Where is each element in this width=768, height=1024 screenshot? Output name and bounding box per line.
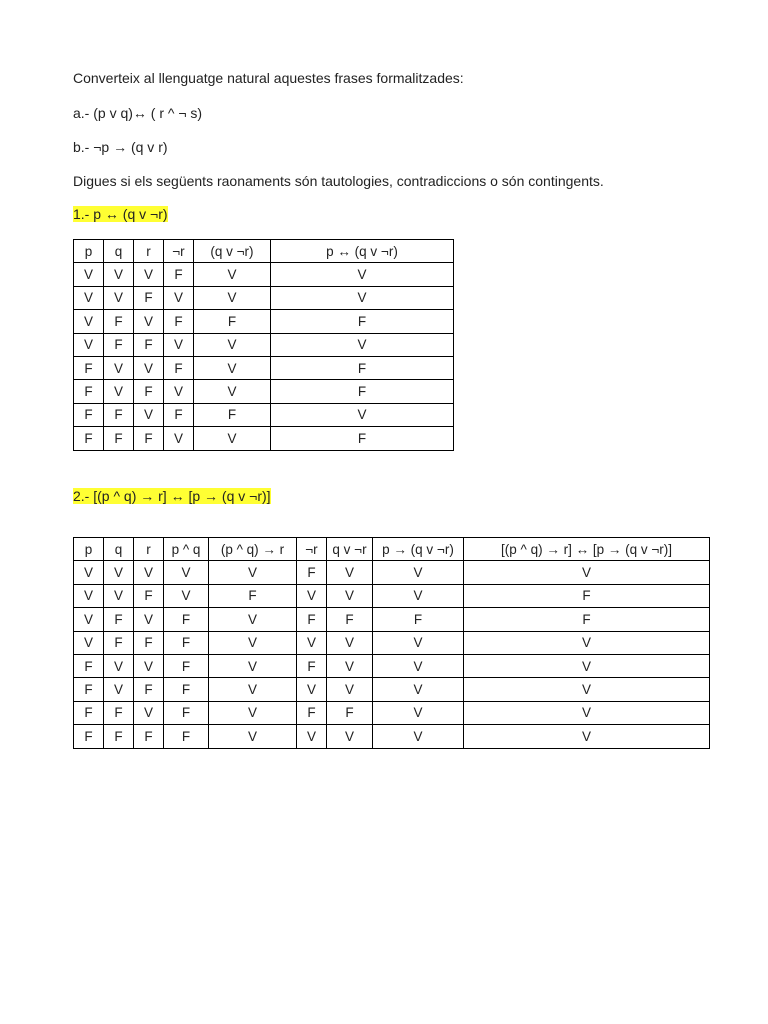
table-cell: V: [104, 286, 134, 309]
header-cell: r: [134, 240, 164, 263]
truth-table-1: [73, 239, 454, 451]
table-cell: F: [134, 725, 164, 748]
table-row: [74, 356, 454, 379]
table-cell: V: [74, 608, 104, 631]
truth-table-2: [73, 537, 710, 749]
table-cell: V: [327, 631, 373, 654]
table-cell: F: [134, 584, 164, 607]
table-cell: F: [297, 561, 327, 584]
table-cell: F: [271, 427, 454, 450]
table-header-row: [74, 538, 710, 561]
header-cell: q: [104, 240, 134, 263]
table-cell: V: [209, 678, 297, 701]
table-cell: V: [373, 654, 464, 677]
exercise-2-title-text: 2.- [(p ^ q) → r] ↔ [p → (q v ¬r)]: [73, 488, 271, 504]
intro-text: Converteix al llenguatge natural aquestes frases formalitzades:: [73, 70, 464, 86]
table-cell: F: [209, 584, 297, 607]
table-cell: V: [74, 263, 104, 286]
table-cell: V: [373, 701, 464, 724]
exercise-1-title: [73, 206, 168, 223]
table-cell: V: [104, 678, 134, 701]
table-cell: V: [164, 584, 209, 607]
header-cell: q: [104, 538, 134, 561]
table-cell: F: [74, 701, 104, 724]
table-cell: V: [74, 631, 104, 654]
table-row: [74, 654, 710, 677]
table-row: [74, 584, 710, 607]
table-cell: V: [134, 608, 164, 631]
table-cell: V: [209, 631, 297, 654]
table-cell: V: [104, 263, 134, 286]
table-row: [74, 310, 454, 333]
table-cell: F: [164, 608, 209, 631]
table-row: [74, 263, 454, 286]
table-cell: V: [464, 561, 710, 584]
table-cell: F: [373, 608, 464, 631]
table-cell: V: [104, 584, 134, 607]
table-row: [74, 286, 454, 309]
table-cell: F: [327, 701, 373, 724]
header-cell: p ↔ (q v ¬r): [271, 240, 454, 263]
table-cell: V: [373, 561, 464, 584]
table-cell: V: [164, 380, 194, 403]
table-cell: V: [194, 286, 271, 309]
table-cell: V: [134, 356, 164, 379]
table-cell: F: [271, 310, 454, 333]
table-cell: V: [327, 725, 373, 748]
header-cell: ¬r: [297, 538, 327, 561]
table-cell: V: [74, 310, 104, 333]
table-cell: V: [134, 310, 164, 333]
item-a-text: a.- (p v q)↔ ( r ^ ¬ s): [73, 105, 203, 121]
table-row: [74, 561, 710, 584]
table-cell: F: [164, 356, 194, 379]
table-cell: V: [74, 584, 104, 607]
table-row: [74, 333, 454, 356]
table-row: [74, 631, 710, 654]
table-cell: V: [373, 678, 464, 701]
table-cell: F: [194, 310, 271, 333]
table-cell: V: [327, 678, 373, 701]
table-cell: F: [297, 701, 327, 724]
table-row: [74, 701, 710, 724]
table-cell: V: [297, 584, 327, 607]
table-cell: V: [373, 725, 464, 748]
table-cell: V: [194, 427, 271, 450]
table-cell: F: [297, 608, 327, 631]
table-cell: V: [464, 654, 710, 677]
header-cell: [(p ^ q) → r] ↔ [p → (q v ¬r)]: [464, 538, 710, 561]
table-2-body: [74, 561, 710, 748]
table-cell: F: [164, 263, 194, 286]
table-cell: V: [373, 631, 464, 654]
table-cell: V: [194, 356, 271, 379]
header-cell: (q v ¬r): [194, 240, 271, 263]
table-cell: F: [74, 427, 104, 450]
header-cell: (p ^ q) → r: [209, 538, 297, 561]
table-cell: V: [164, 427, 194, 450]
table-cell: F: [134, 380, 164, 403]
table-cell: V: [271, 286, 454, 309]
table-cell: F: [104, 725, 134, 748]
table-cell: V: [209, 654, 297, 677]
table-cell: F: [74, 380, 104, 403]
table-cell: F: [74, 725, 104, 748]
table-cell: V: [271, 333, 454, 356]
table-cell: V: [194, 263, 271, 286]
header-cell: p: [74, 240, 104, 263]
table-cell: V: [104, 561, 134, 584]
header-cell: p → (q v ¬r): [373, 538, 464, 561]
table-cell: V: [464, 701, 710, 724]
table-cell: V: [464, 631, 710, 654]
table-cell: F: [134, 631, 164, 654]
table-cell: F: [164, 403, 194, 426]
table-row: [74, 427, 454, 450]
table-cell: F: [104, 403, 134, 426]
table-cell: F: [134, 678, 164, 701]
table-cell: F: [194, 403, 271, 426]
table-cell: V: [74, 286, 104, 309]
table-cell: V: [104, 654, 134, 677]
table-cell: V: [464, 725, 710, 748]
table-cell: F: [271, 356, 454, 379]
table-cell: V: [297, 678, 327, 701]
table-cell: F: [164, 701, 209, 724]
table-cell: V: [104, 380, 134, 403]
table-cell: V: [74, 561, 104, 584]
table-cell: F: [164, 631, 209, 654]
table-cell: V: [164, 333, 194, 356]
table-cell: V: [271, 403, 454, 426]
exercise-1-title-text: 1.- p ↔ (q v ¬r): [73, 206, 168, 222]
table-header-row: [74, 240, 454, 263]
table-cell: V: [297, 725, 327, 748]
table-cell: V: [194, 380, 271, 403]
table-cell: F: [104, 701, 134, 724]
table-cell: F: [164, 678, 209, 701]
table-cell: V: [209, 561, 297, 584]
table-cell: V: [134, 263, 164, 286]
item-b-text: b.- ¬p → (q v r): [73, 139, 168, 155]
table-cell: F: [297, 654, 327, 677]
table-cell: V: [327, 654, 373, 677]
table-cell: F: [464, 608, 710, 631]
table-cell: F: [134, 286, 164, 309]
header-cell: r: [134, 538, 164, 561]
table-cell: F: [104, 608, 134, 631]
table-cell: F: [74, 356, 104, 379]
table-row: [74, 380, 454, 403]
header-cell: p ^ q: [164, 538, 209, 561]
table-cell: F: [327, 608, 373, 631]
table-cell: V: [134, 701, 164, 724]
header-cell: p: [74, 538, 104, 561]
table-cell: F: [164, 654, 209, 677]
table-row: [74, 608, 710, 631]
table-cell: F: [104, 427, 134, 450]
table-cell: V: [464, 678, 710, 701]
table-cell: F: [104, 310, 134, 333]
table-cell: V: [271, 263, 454, 286]
table-cell: V: [297, 631, 327, 654]
table-cell: F: [134, 333, 164, 356]
exercise-2-title: [73, 488, 271, 505]
table-cell: F: [271, 380, 454, 403]
table-cell: F: [134, 427, 164, 450]
table-cell: V: [74, 333, 104, 356]
table-cell: F: [74, 654, 104, 677]
table-cell: V: [164, 561, 209, 584]
table-cell: V: [134, 654, 164, 677]
table-cell: V: [209, 701, 297, 724]
table-cell: V: [209, 608, 297, 631]
table-cell: V: [134, 403, 164, 426]
table-cell: V: [194, 333, 271, 356]
table-row: [74, 403, 454, 426]
header-cell: q v ¬r: [327, 538, 373, 561]
table-cell: F: [74, 403, 104, 426]
table-1-body: [74, 263, 454, 450]
table-row: [74, 725, 710, 748]
table-cell: V: [104, 356, 134, 379]
table-cell: F: [464, 584, 710, 607]
table-cell: V: [373, 584, 464, 607]
table-cell: F: [104, 631, 134, 654]
table-cell: V: [164, 286, 194, 309]
question-text: Digues si els següents raonaments són tautologies, contradiccions o són contingents.: [73, 173, 604, 189]
table-cell: F: [74, 678, 104, 701]
header-cell: ¬r: [164, 240, 194, 263]
table-cell: V: [327, 584, 373, 607]
table-cell: F: [164, 725, 209, 748]
table-row: [74, 678, 710, 701]
table-cell: F: [104, 333, 134, 356]
table-cell: V: [327, 561, 373, 584]
table-cell: V: [209, 725, 297, 748]
table-cell: F: [164, 310, 194, 333]
table-cell: V: [134, 561, 164, 584]
